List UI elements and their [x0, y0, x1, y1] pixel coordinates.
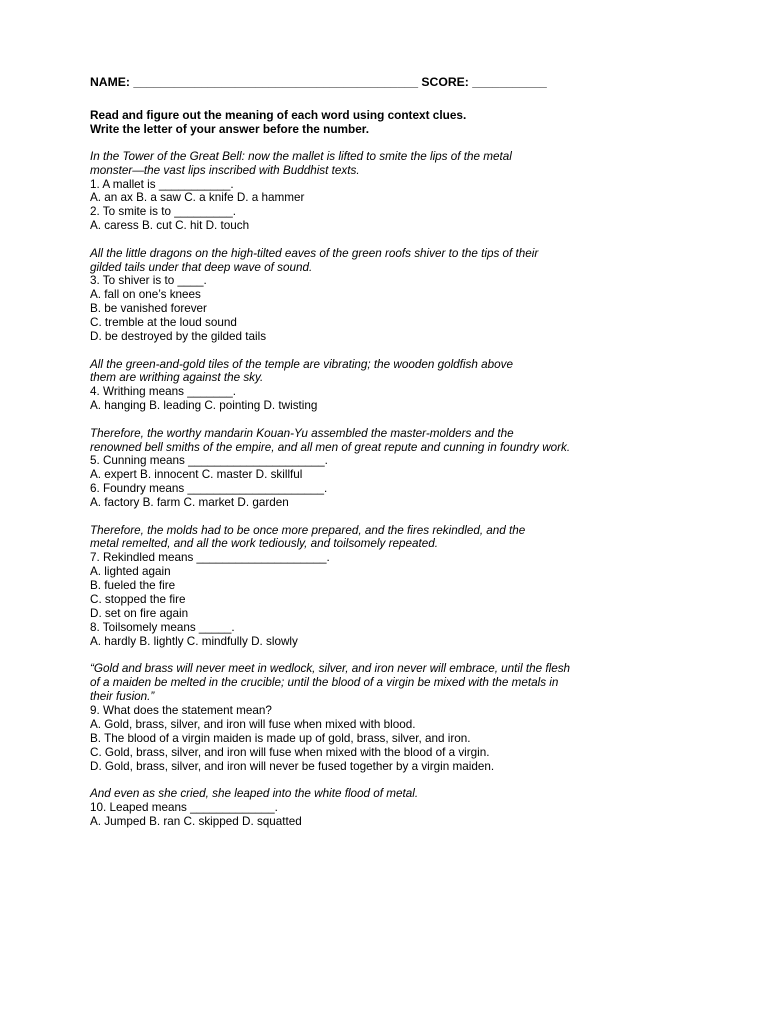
question-line: A. an ax B. a saw C. a knife D. a hammer	[90, 191, 305, 205]
question-line: B. be vanished forever	[90, 302, 207, 316]
passage-excerpt	[90, 524, 730, 552]
passage-excerpt	[90, 662, 730, 704]
question-block	[90, 524, 730, 649]
question-line: A. Jumped B. ran C. skipped D. squatted	[90, 814, 302, 828]
passage-line: Therefore, the worthy mandarin Kouan-Yu assembled the master-molders and the	[90, 426, 514, 440]
question-line: 8. Toilsomely means _____.	[90, 620, 235, 634]
score-blank: ___________	[472, 75, 547, 89]
passage-line: of a maiden be melted in the crucible; until the blood of a virgin be mixed with the metals in	[90, 676, 559, 690]
passage-line: And even as she cried, she leaped into the white flood of metal.	[90, 786, 419, 800]
question-block	[90, 150, 730, 233]
question-line: 3. To shiver is to ____.	[90, 274, 207, 288]
question-line: C. Gold, brass, silver, and iron will fuse when mixed with the blood of a virgin.	[90, 745, 490, 759]
question-line: A. fall on one’s knees	[90, 288, 201, 302]
question-line: A. expert B. innocent C. master D. skillful	[90, 468, 303, 482]
question-line: B. fueled the fire	[90, 579, 176, 593]
question-block	[90, 358, 730, 414]
passage-excerpt	[90, 358, 730, 386]
passage-excerpt	[90, 150, 730, 178]
question-block	[90, 662, 730, 773]
question-line: 7. Rekindled means ____________________.	[90, 551, 330, 565]
passage-line: monster—the vast lips inscribed with Buddhist texts.	[90, 163, 360, 177]
question-line: A. factory B. farm C. market D. garden	[90, 496, 289, 510]
name-blank: __________________________________________	[133, 75, 419, 89]
question-line: D. set on fire again	[90, 607, 189, 620]
passage-excerpt	[90, 787, 730, 801]
question-line: B. The blood of a virgin maiden is made up of gold, brass, silver, and iron.	[90, 731, 471, 745]
passage-line: “Gold and brass will never meet in wedlock, silver, and iron never will embrace, until the flesh	[90, 662, 571, 676]
passage-line: All the little dragons on the high-tilted eaves of the green roofs shiver to the tips of their	[90, 246, 539, 260]
question-line: A. hardly B. lightly C. mindfully D. slowly	[90, 634, 298, 648]
question-line: 9. What does the statement mean?	[90, 703, 272, 717]
question-blocks	[90, 150, 730, 829]
question-line: A. hanging B. leading C. pointing D. twisting	[90, 399, 318, 413]
passage-excerpt	[90, 247, 730, 275]
question-line: D. be destroyed by the gilded tails	[90, 330, 267, 344]
question-block	[90, 787, 730, 829]
question-line: 1. A mallet is ___________.	[90, 177, 234, 191]
question-block	[90, 427, 730, 510]
question-line: A. caress B. cut C. hit D. touch	[90, 219, 250, 233]
question-line: 5. Cunning means _____________________.	[90, 454, 328, 468]
passage-line: renowned bell smiths of the empire, and all men of great repute and cunning in foundry work.	[90, 440, 571, 454]
name-score-header	[90, 76, 730, 90]
question-block	[90, 247, 730, 344]
instruction-line: Read and figure out the meaning of each word using context clues.	[90, 107, 467, 122]
question-line: 4. Writhing means _______.	[90, 385, 236, 399]
question-line: 6. Foundry means _____________________.	[90, 482, 328, 496]
score-label: SCORE:	[421, 75, 469, 89]
question-line: 2. To smite is to _________.	[90, 205, 236, 219]
worksheet-content	[90, 76, 730, 842]
name-label: NAME:	[90, 75, 130, 89]
instructions	[90, 109, 730, 137]
passage-line: In the Tower of the Great Bell: now the mallet is lifted to smite the lips of the metal	[90, 149, 512, 163]
passage-line: metal remelted, and all the work tediously, and toilsomely repeated.	[90, 537, 438, 551]
passage-excerpt	[90, 427, 730, 455]
instruction-line: Write the letter of your answer before the number.	[90, 121, 370, 136]
question-line: C. tremble at the loud sound	[90, 316, 237, 330]
passage-line: gilded tails under that deep wave of sound.	[90, 260, 313, 274]
passage-line: them are writhing against the sky.	[90, 371, 264, 385]
question-line: A. Gold, brass, silver, and iron will fuse when mixed with blood.	[90, 717, 416, 731]
question-line: A. lighted again	[90, 565, 171, 579]
question-line: 10. Leaped means _____________.	[90, 800, 278, 814]
passage-line: their fusion.”	[90, 690, 155, 704]
passage-line: All the green-and-gold tiles of the temple are vibrating; the wooden goldfish above	[90, 357, 513, 371]
question-line: D. Gold, brass, silver, and iron will never be fused together by a virgin maiden.	[90, 759, 495, 773]
question-line: C. stopped the fire	[90, 593, 186, 607]
passage-line: Therefore, the molds had to be once more prepared, and the fires rekindled, and the	[90, 523, 526, 537]
